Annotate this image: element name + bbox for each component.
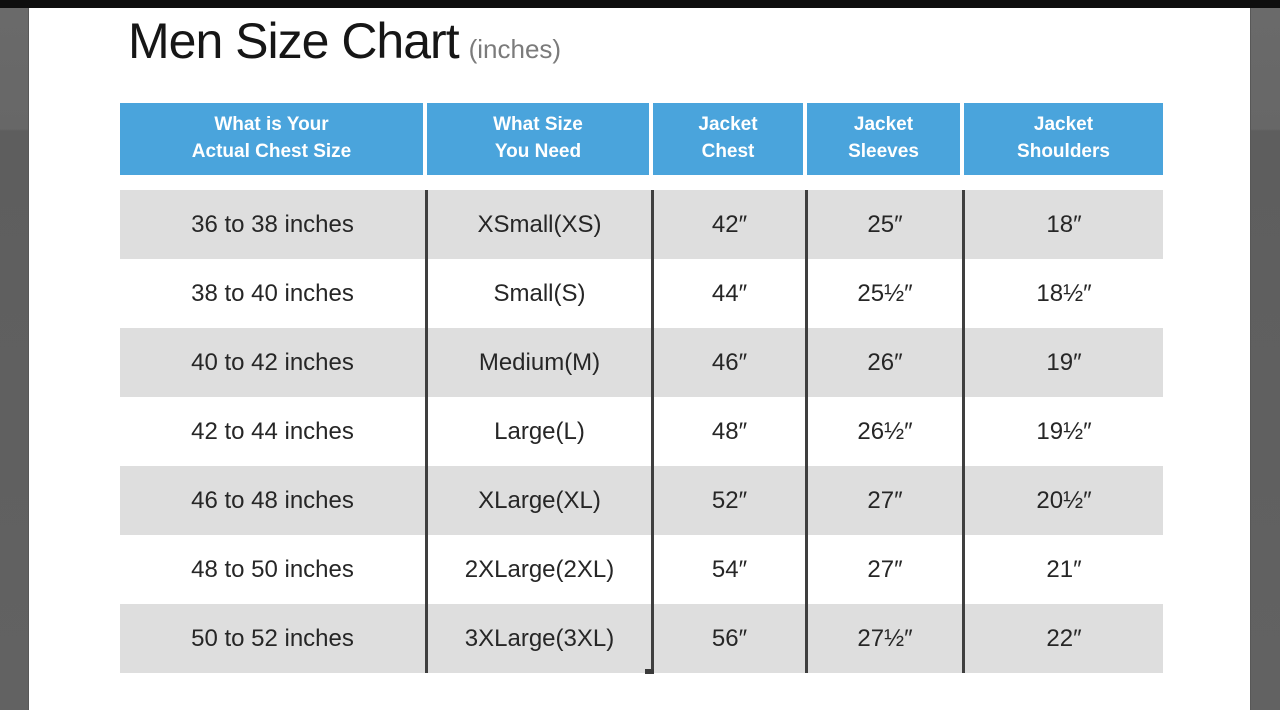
cell-jacket-chest: 52″: [651, 466, 805, 535]
cell-jacket-shoulders: 19″: [962, 328, 1163, 397]
cell-chest-range: 40 to 42 inches: [191, 348, 354, 376]
cell-jacket-chest: 44″: [651, 259, 805, 328]
cell-jacket-sleeves: 26½″: [805, 397, 962, 466]
cell-chest-range: 38 to 40 inches: [191, 279, 354, 307]
cell-chest-range: 46 to 48 inches: [191, 486, 354, 514]
cell-jacket-sleeves: 25″: [805, 190, 962, 259]
cell-size-name: XSmall(XS): [425, 190, 651, 259]
header-cell-jacket-sleeves: [807, 103, 960, 175]
header-cell-jacket-chest: [653, 103, 803, 175]
table-row: [120, 397, 1163, 466]
cell-jacket-shoulders: 19½″: [962, 397, 1163, 466]
cell-jacket-sleeves: 27″: [805, 466, 962, 535]
page-title: [128, 12, 561, 70]
header-line: What is Your: [214, 114, 329, 136]
table-row: [120, 466, 1163, 535]
table-row: [120, 328, 1163, 397]
header-cell-size-you-need: [427, 103, 649, 175]
cell-chest-range: 48 to 50 inches: [191, 555, 354, 583]
header-line: Sleeves: [848, 141, 919, 162]
header-line: Chest: [701, 141, 755, 162]
table-body: [120, 190, 1163, 673]
header-line: Jacket: [698, 114, 758, 136]
cell-jacket-chest: 46″: [651, 328, 805, 397]
header-cell-actual-chest-size: [120, 103, 423, 175]
header-line: Jacket: [1033, 114, 1094, 136]
cell-jacket-sleeves: 27″: [805, 535, 962, 604]
cell-jacket-sleeves: 27½″: [805, 604, 962, 673]
cell-jacket-shoulders: 22″: [962, 604, 1163, 673]
cell-jacket-chest: 56″: [651, 604, 805, 673]
table-row: [120, 604, 1163, 673]
header-cell-jacket-shoulders: [964, 103, 1163, 175]
header-line: Actual Chest Size: [191, 141, 352, 162]
page-title-text: Men Size Chart: [128, 13, 459, 69]
cell-jacket-chest: 42″: [651, 190, 805, 259]
cell-chest-range: 42 to 44 inches: [191, 417, 354, 445]
cell-jacket-sleeves: 26″: [805, 328, 962, 397]
cell-chest-range: 50 to 52 inches: [191, 624, 354, 652]
cell-size-name: 3XLarge(3XL): [425, 604, 651, 673]
cell-size-name: Small(S): [425, 259, 651, 328]
header-line: You Need: [494, 141, 582, 162]
header-line: Jacket: [853, 114, 914, 136]
cell-jacket-shoulders: 18″: [962, 190, 1163, 259]
cell-jacket-shoulders: 18½″: [962, 259, 1163, 328]
cropped-artifact-mark: [645, 669, 654, 674]
size-chart-table: [120, 103, 1163, 673]
page-title-units: (inches): [468, 34, 562, 64]
table-row: [120, 535, 1163, 604]
left-letterbox-strip: [0, 8, 29, 710]
cell-size-name: Medium(M): [425, 328, 651, 397]
table-header-row: [120, 103, 1163, 175]
header-line: What Size: [493, 114, 583, 136]
cell-size-name: XLarge(XL): [425, 466, 651, 535]
top-letterbox-bar: [0, 0, 1280, 8]
cell-jacket-shoulders: 20½″: [962, 466, 1163, 535]
cell-jacket-shoulders: 21″: [962, 535, 1163, 604]
table-row: [120, 259, 1163, 328]
cell-jacket-chest: 54″: [651, 535, 805, 604]
table-row: [120, 190, 1163, 259]
cell-jacket-chest: 48″: [651, 397, 805, 466]
right-letterbox-strip: [1250, 8, 1280, 710]
cell-size-name: 2XLarge(2XL): [425, 535, 651, 604]
cell-size-name: Large(L): [425, 397, 651, 466]
cell-chest-range: 36 to 38 inches: [191, 210, 354, 238]
cell-jacket-sleeves: 25½″: [805, 259, 962, 328]
header-line: Shoulders: [1017, 141, 1110, 162]
